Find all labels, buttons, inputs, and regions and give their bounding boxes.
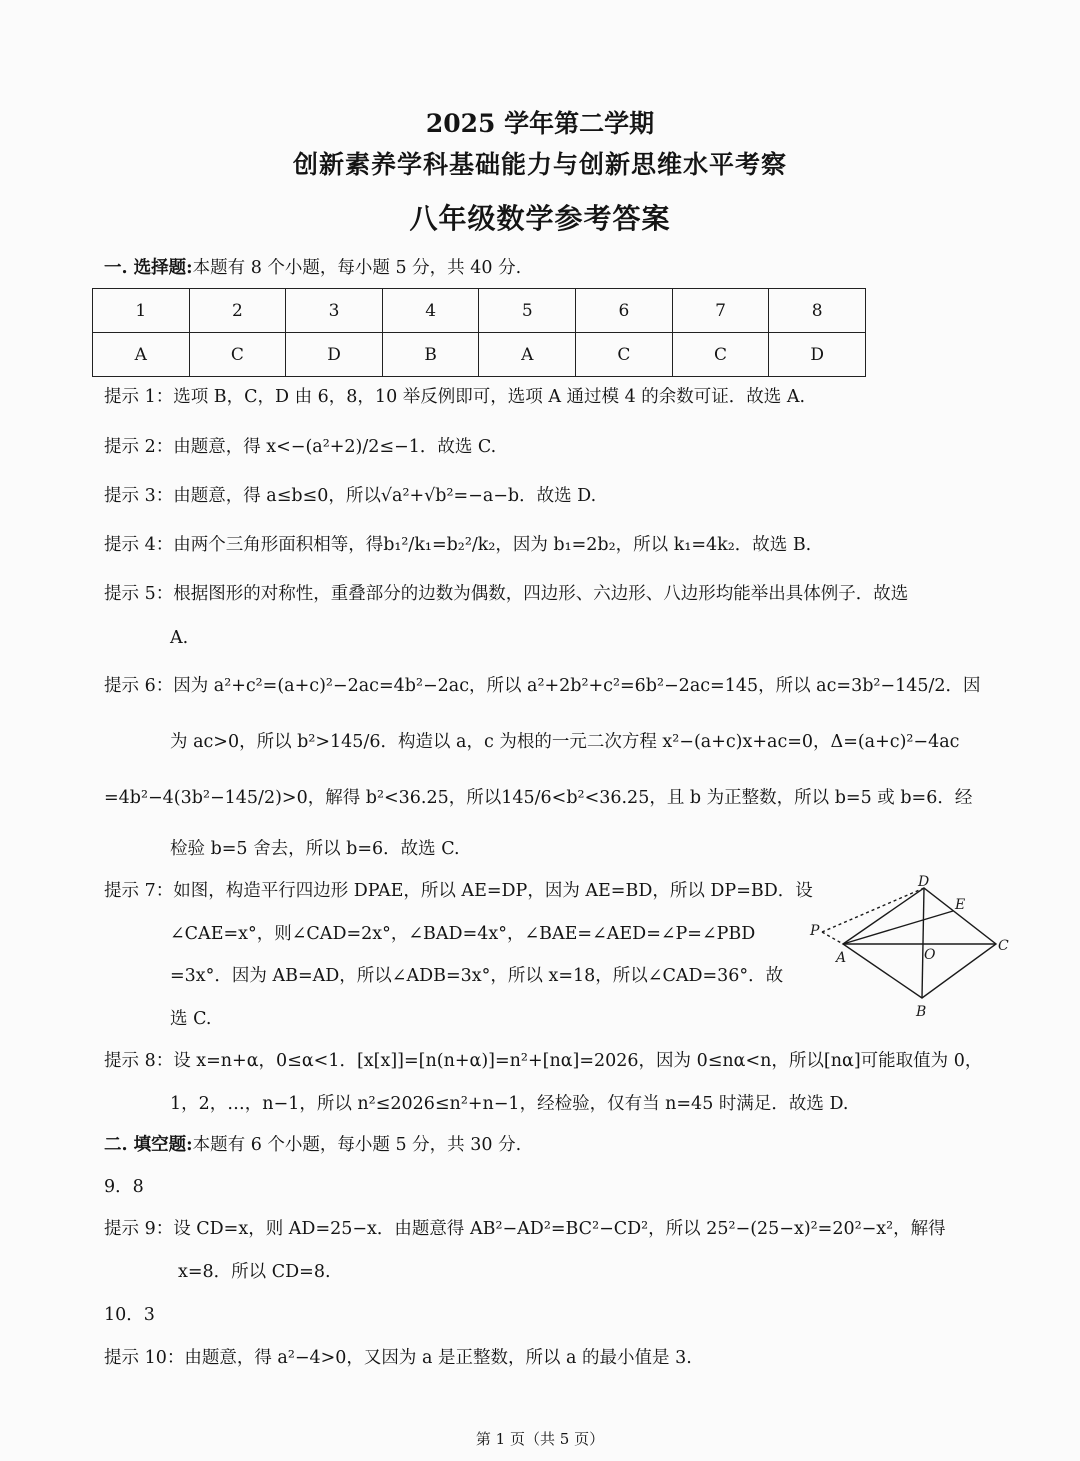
answer-cell: C <box>576 333 673 377</box>
question-number: 4 <box>382 289 479 333</box>
label-b: B <box>916 1004 927 1020</box>
section2-label: 二. 填空题: <box>104 1135 193 1155</box>
hint-10: 提示 10：由题意，得 a²−4>0，又因为 a 是正整数，所以 a 的最小值是 3. <box>104 1348 692 1368</box>
dashed-pa <box>822 932 843 944</box>
hint-6-line2: 为 ac>0，所以 b²>145/6．构造以 a，c 为根的一元二次方程 x²−(a+c)x+ac=0，Δ=(a+c)²−4ac <box>170 732 960 752</box>
hint-7-line2: ∠CAE=x°，则∠CAD=2x°，∠BAD=4x°，∠BAE=∠AED=∠P=∠PBD <box>170 924 756 944</box>
question-number: 1 <box>93 289 190 333</box>
quadrilateral-abcd <box>843 888 996 998</box>
question-number: 6 <box>576 289 673 333</box>
hint-2: 提示 2：由题意，得 x<−(a²+2)/2≤−1．故选 C. <box>104 437 497 457</box>
hint-7-line3: =3x°．因为 AB=AD，所以∠ADB=3x°，所以 x=18，所以∠CAD=36°．故 <box>170 966 784 986</box>
label-o: O <box>924 947 936 963</box>
question-number: 2 <box>189 289 286 333</box>
answer-cell: D <box>286 333 383 377</box>
hint-9-line2: x=8．所以 CD=8. <box>178 1262 331 1282</box>
section1-heading <box>104 256 521 280</box>
hint-3: 提示 3：由题意，得 a≤b≤0，所以√a²+√b²=−a−b．故选 D. <box>104 486 597 506</box>
title-answer-key: 八年级数学参考答案 <box>409 202 671 235</box>
page-footer: 第 1 页（共 5 页） <box>475 1430 605 1448</box>
hint-5-line1: 提示 5：根据图形的对称性，重叠部分的边数为偶数，四边形、六边形、八边形均能举出具体例子．故选 <box>104 584 909 604</box>
section2-heading <box>104 1133 521 1157</box>
answer-10: 10．3 <box>104 1305 155 1325</box>
section1-desc: 本题有 8 个小题，每小题 5 分，共 40 分. <box>192 258 522 278</box>
hint-6-line3: =4b²−4(3b²−145/2)>0，解得 b²<36.25，所以145/6<b²<36.25，且 b 为正整数，所以 b=5 或 b=6．经 <box>104 788 973 808</box>
hint-6-line4: 检验 b=5 舍去，所以 b=6．故选 C. <box>170 839 460 859</box>
section1-label: 一. 选择题: <box>104 258 193 278</box>
hint-8-line2: 1，2，…，n−1，所以 n²≤2026≤n²+n−1，经检验，仅有当 n=45 时满足．故选 D. <box>170 1094 849 1114</box>
label-c: C <box>998 938 1009 954</box>
answer-row <box>93 333 866 377</box>
hint-7-line4: 选 C. <box>170 1009 212 1029</box>
parallelogram-figure <box>808 872 1024 1024</box>
label-p: P <box>810 923 820 939</box>
answer-cell: A <box>479 333 576 377</box>
label-a: A <box>836 950 847 966</box>
label-d: D <box>918 874 930 890</box>
diagonal-bd <box>922 888 924 998</box>
section2-desc: 本题有 6 个小题，每小题 5 分，共 30 分. <box>192 1135 522 1155</box>
label-e: E <box>955 897 966 913</box>
answer-cell: B <box>382 333 479 377</box>
dashed-pd <box>822 888 924 932</box>
question-number: 7 <box>672 289 769 333</box>
question-number: 8 <box>769 289 866 333</box>
question-number: 3 <box>286 289 383 333</box>
title-exam-name: 创新素养学科基础能力与创新思维水平考察 <box>292 150 787 179</box>
segment-ae <box>843 911 953 944</box>
question-number-row <box>93 289 866 333</box>
hint-8-line1: 提示 8：设 x=n+α，0≤α<1．[x[x]]=[n(n+α)]=n²+[nα]=2026，因为 0≤nα<n，所以[nα]可能取值为 0， <box>104 1051 983 1071</box>
answer-cell: C <box>189 333 286 377</box>
answer-9: 9．8 <box>104 1177 144 1197</box>
hint-5-line2: A. <box>170 628 189 648</box>
hint-6-line1: 提示 6：因为 a²+c²=(a+c)²−2ac=4b²−2ac，所以 a²+2b²+c²=6b²−2ac=145，所以 ac=3b²−145/2．因 <box>104 676 981 696</box>
title-term: 2025 学年第二学期 <box>425 109 655 138</box>
hint-7-line1: 提示 7：如图，构造平行四边形 DPAE，所以 AE=DP，因为 AE=BD，所以 DP=BD．设 <box>104 881 813 901</box>
answer-table <box>92 288 866 377</box>
hint-1: 提示 1：选项 B，C，D 由 6，8，10 举反例即可，选项 A 通过模 4 的余数可证．故选 A. <box>104 387 806 407</box>
hint-9-line1: 提示 9：设 CD=x，则 AD=25−x．由题意得 AB²−AD²=BC²−CD²，所以 25²−(25−x)²=20²−x²，解得 <box>104 1219 946 1239</box>
hint-4: 提示 4：由两个三角形面积相等，得b₁²/k₁=b₂²/k₂，因为 b₁=2b₂，所以 k₁=4k₂．故选 B. <box>104 535 812 555</box>
answer-cell: C <box>672 333 769 377</box>
answer-cell: D <box>769 333 866 377</box>
answer-cell: A <box>93 333 190 377</box>
question-number: 5 <box>479 289 576 333</box>
